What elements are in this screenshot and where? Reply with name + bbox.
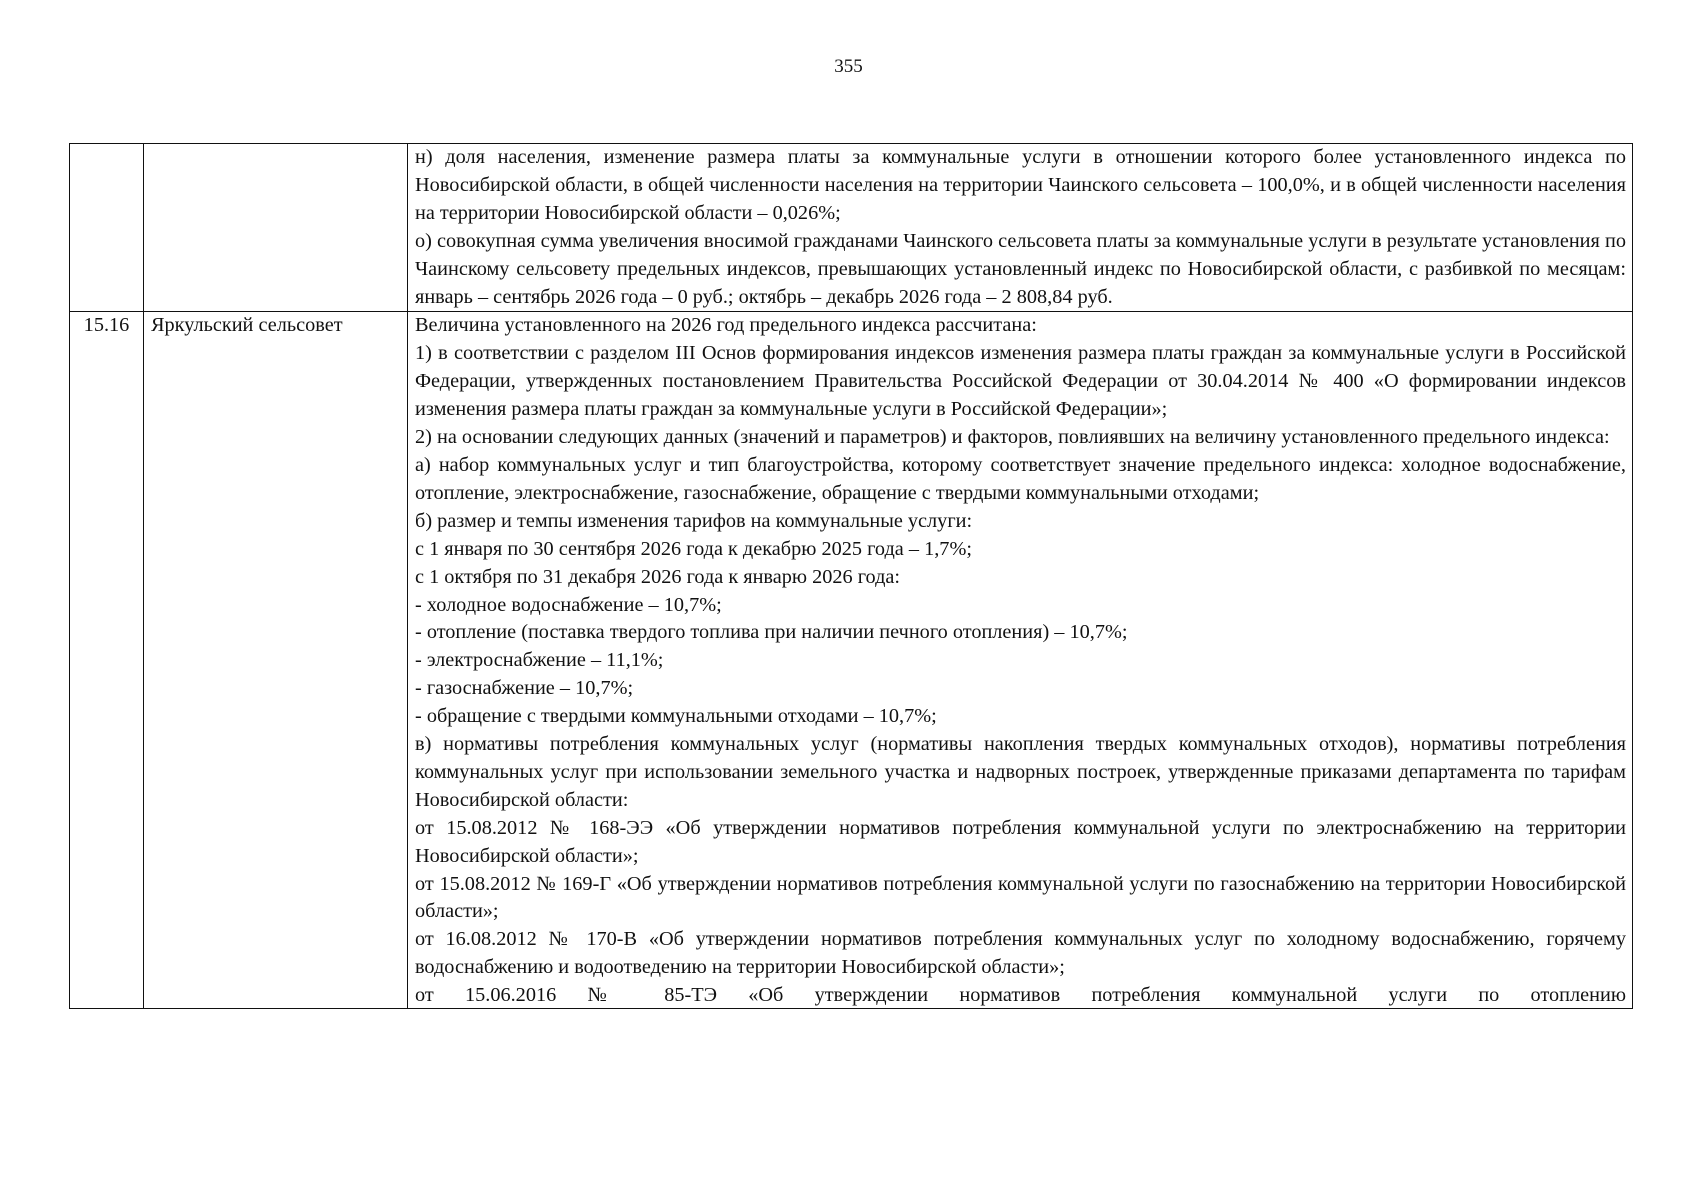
document-table xyxy=(69,143,1633,1009)
order-85-te: от 15.06.2016 № 85-ТЭ «Об утверждении нормативов потребления коммунальной услуги по отоплению xyxy=(415,984,1626,1007)
row-text-cell xyxy=(408,312,1633,1009)
row-name-cell xyxy=(144,144,408,312)
paragraph-a: а) набор коммунальных услуг и тип благоустройства, которому соответствует значение предельного индекса: холодное водоснабжение, отопление, электроснабжение, газоснабжение, обращение с твердыми коммунальными отходами; xyxy=(415,453,1626,504)
row-name-cell: Яркульский сельсовет xyxy=(144,312,408,1009)
paragraph-intro: Величина установленного на 2026 год предельного индекса рассчитана: xyxy=(415,314,1037,337)
tariff-item-cold-water: - холодное водоснабжение – 10,7%; xyxy=(415,593,722,616)
row-number-cell xyxy=(70,144,144,312)
paragraph-v: в) нормативы потребления коммунальных услуг (нормативы накопления твердых коммунальных отходов), нормативы потребления коммунальных услуг при использовании земельного участка и надворных построек, утвержденные приказами департамента по тарифам Новосибирской области: xyxy=(415,733,1626,811)
tariff-item-waste: - обращение с твердыми коммунальными отходами – 10,7%; xyxy=(415,705,937,728)
tariff-item-gas: - газоснабжение – 10,7%; xyxy=(415,677,634,700)
paragraph-b: б) размер и темпы изменения тарифов на коммунальные услуги: xyxy=(415,509,973,532)
paragraph-1: 1) в соответствии с разделом III Основ формирования индексов изменения размера платы граждан за коммунальные услуги в Российской Федерации, утвержденных постановлением Правительства Российской Федерации от 30.04.2014 № 400 «О формировании индексов изменения размера платы граждан за коммунальные услуги в Российской Федерации»; xyxy=(415,342,1626,421)
order-169-g: от 15.08.2012 № 169-Г «Об утверждении нормативов потребления коммунальной услуги по газоснабжению на территории Новосибирской области»; xyxy=(415,872,1626,923)
order-168-ee: от 15.08.2012 № 168-ЭЭ «Об утверждении нормативов потребления коммунальной услуги по электроснабжению на территории Новосибирской области»; xyxy=(415,816,1626,867)
paragraph-n: н) доля населения, изменение размера платы за коммунальные услуги в отношении которого более установленного индекса по Новосибирской области, в общей численности населения на территории Чаинского сельсовета – 100,0%, и в общей численности населения на территории Новосибирской области – 0,026%; xyxy=(415,146,1626,224)
order-170-v: от 16.08.2012 № 170-В «Об утверждении нормативов потребления коммунальных услуг по холодному водоснабжению, горячему водоснабжению и водоотведению на территории Новосибирской области»; xyxy=(415,928,1626,979)
tariff-item-electricity: - электроснабжение – 11,1%; xyxy=(415,649,664,672)
paragraph-o: о) совокупная сумма увеличения вносимой гражданами Чаинского сельсовета платы за коммунальные услуги в результате установления по Чаинскому сельсовету предельных индексов, превышающих установленный индекс по Новосибирской области, с разбивкой по месяцам: январь – сентябрь 2026 года – 0 руб.; октябрь – декабрь 2026 года – 2 808,84 руб. xyxy=(415,229,1626,308)
page-number: 355 xyxy=(834,56,863,77)
table-row xyxy=(70,144,1633,312)
tariff-line-jan-sep: с 1 января по 30 сентября 2026 года к декабрю 2025 года – 1,7%; xyxy=(415,537,972,560)
row-text-cell xyxy=(408,144,1633,312)
tariff-item-heating: - отопление (поставка твердого топлива при наличии печного отопления) – 10,7%; xyxy=(415,621,1128,644)
paragraph-2: 2) на основании следующих данных (значений и параметров) и факторов, повлиявших на величину установленного предельного индекса: xyxy=(415,426,1610,449)
tariff-line-oct-dec: с 1 октября по 31 декабря 2026 года к январю 2026 года: xyxy=(415,565,901,588)
table-row xyxy=(70,312,1633,1009)
row-number-cell: 15.16 xyxy=(70,312,144,1009)
